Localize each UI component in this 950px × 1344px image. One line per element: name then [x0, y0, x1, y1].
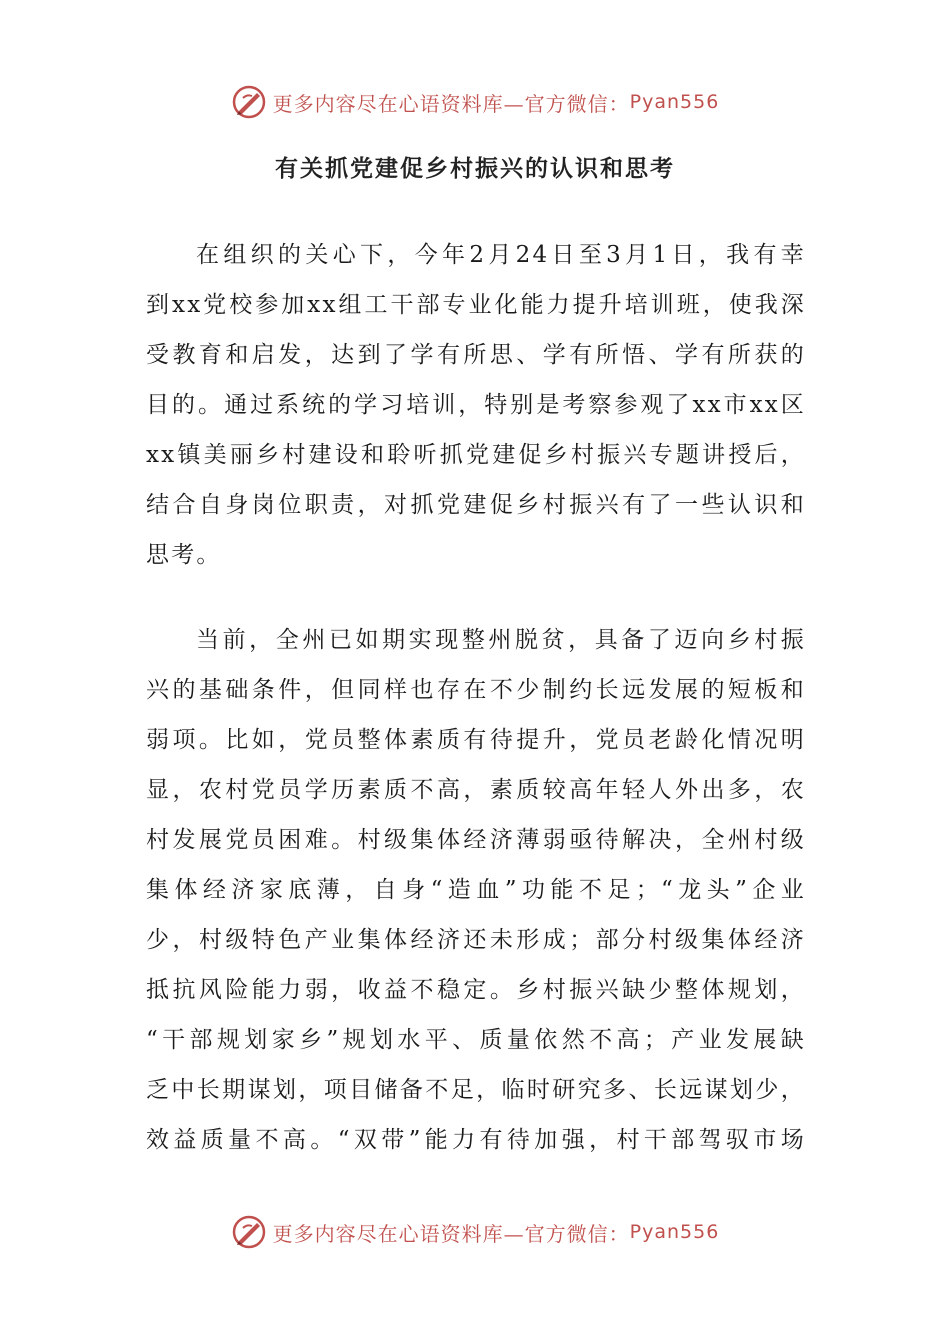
header-banner	[0, 80, 950, 124]
banner-wechat-id: Pyan556	[629, 1221, 720, 1243]
paragraph-line: 弱项。比如，党员整体素质有待提升，党员老龄化情况明	[146, 727, 806, 753]
quill-pen-icon	[231, 84, 267, 120]
paragraph-line: 在组织的关心下，今年2月24日至3月1日，我有幸	[196, 242, 806, 268]
paragraph-line: 思考。	[146, 542, 222, 568]
paragraph-line: “干部规划家乡”规划水平、质量依然不高；产业发展缺	[146, 1027, 806, 1053]
paragraph-line: 乏中长期谋划，项目储备不足，临时研究多、长远谋划少，	[146, 1077, 806, 1103]
paragraph-line: 少，村级特色产业集体经济还未形成；部分村级集体经济	[146, 927, 806, 953]
paragraph-line: 当前，全州已如期实现整州脱贫，具备了迈向乡村振	[196, 627, 806, 653]
paragraph-line: 抵抗风险能力弱，收益不稳定。乡村振兴缺少整体规划，	[146, 977, 806, 1003]
banner-text: 更多内容尽在心语资料库—官方微信：	[272, 91, 630, 116]
paragraph-line: 兴的基础条件，但同样也存在不少制约长远发展的短板和	[146, 677, 806, 703]
paragraph-line: 显，农村党员学历素质不高，素质较高年轻人外出多，农	[146, 777, 806, 803]
quill-pen-icon	[231, 1214, 267, 1250]
paragraph-line: 到xx党校参加xx组工干部专业化能力提升培训班，使我深	[146, 292, 806, 318]
paragraph-line: 目的。通过系统的学习培训，特别是考察参观了xx市xx区	[146, 392, 806, 418]
paragraph-line: 效益质量不高。“双带”能力有待加强，村干部驾驭市场	[146, 1127, 806, 1153]
paragraph-line: 受教育和启发，达到了学有所思、学有所悟、学有所获的	[146, 342, 806, 368]
banner-wechat-id: Pyan556	[629, 91, 720, 113]
paragraph-line: xx镇美丽乡村建设和聆听抓党建促乡村振兴专题讲授后，	[146, 442, 806, 468]
paragraph-line: 集体经济家底薄，自身“造血”功能不足；“龙头”企业	[146, 877, 806, 903]
paragraph-line: 村发展党员困难。村级集体经济薄弱亟待解决，全州村级	[146, 827, 806, 853]
paragraph-line: 结合自身岗位职责，对抓党建促乡村振兴有了一些认识和	[146, 492, 806, 518]
document-title: 有关抓党建促乡村振兴的认识和思考	[275, 156, 675, 182]
footer-banner	[0, 1210, 950, 1254]
banner-text: 更多内容尽在心语资料库—官方微信：	[272, 1221, 630, 1246]
